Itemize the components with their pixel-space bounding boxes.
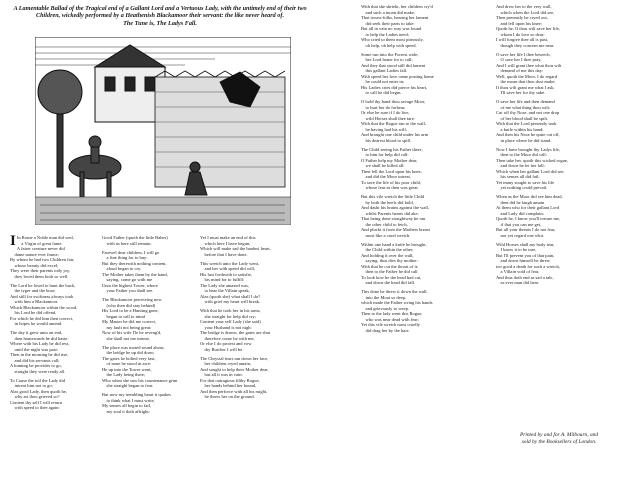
verse-line: I will forgive thee all is past, — [496, 37, 549, 42]
verse-line: and her with speed did will, — [200, 266, 256, 271]
verse-line: nor yet regard one whit. — [496, 232, 545, 238]
verse-line: Content your self Lady (she said) — [200, 319, 261, 324]
verse-line: we shall be killed all: — [361, 163, 405, 168]
verse-line: whose fear as then was great. — [361, 185, 419, 190]
verse-line: Then take her, quoth this wicked rogue, — [496, 157, 569, 163]
verse-line: yet nothing could prevail. — [496, 185, 548, 190]
verse-line: who was near dead with fear; — [361, 316, 419, 322]
verse-line: which here I have begun, — [200, 240, 251, 246]
verse-line: the moan that thou dost make; — [496, 79, 556, 84]
verse-line: thy Butcher I will be. — [200, 346, 244, 352]
verse-line: then to the Moor did call: — [496, 152, 547, 157]
stanza — [361, 194, 434, 238]
stanza — [496, 52, 568, 96]
verse-line: But I'll prevent you of that pain, — [496, 252, 555, 258]
verse-line: And brought one child under his arm — [361, 132, 429, 137]
verse-line: With that the Rogue ran to the wall, — [361, 121, 426, 126]
verse-line: That towns-folks, hearing her lament — [361, 15, 429, 20]
woodcut-illustration — [35, 37, 291, 225]
verse-line: he threw her on the ground. — [200, 394, 255, 399]
verse-line: her Lord home for to call; — [361, 57, 413, 62]
verse-line: with him a Blackamoor. — [10, 299, 59, 304]
verse-line: to hear the Villain speak, — [200, 288, 250, 293]
verse-line: And still for swiftness always took — [10, 293, 74, 299]
verse-line: Then to the lady went this Rogue, — [361, 311, 423, 316]
verse-line: But they therewith nothing content, — [102, 260, 167, 266]
verse-line: To look how he the head had cut, — [361, 274, 422, 280]
stanza — [361, 289, 434, 333]
verse-line: demand of me this day: — [496, 68, 544, 73]
verse-line: And drew her to the very wall, — [496, 4, 552, 9]
verse-line: the Lady being there; — [102, 372, 146, 377]
verse-line: Yet I must make an end of this — [200, 235, 256, 240]
verse-line: to hurt her do forbear, — [361, 104, 406, 110]
verse-line: And sought to help their Mother dear, — [200, 366, 269, 372]
verse-line: With speed her love came posting home — [361, 73, 434, 79]
verse-line: To Cause the toil the Lady did — [10, 377, 65, 383]
verse-line: Or else be sure if I do live, — [361, 110, 410, 115]
verse-line: But this vile wretch the little Child — [361, 194, 425, 199]
verse-line: she straight began to fear. — [102, 383, 154, 388]
stanza — [10, 283, 77, 327]
verse-line: his senses all did fail: — [496, 174, 540, 179]
verse-line: and down he let her fall: — [496, 163, 545, 168]
verse-line: with us here still remain. — [102, 240, 152, 246]
verse-line: whose beauty did excel; — [10, 262, 59, 268]
verse-line: Alas good Lady, then quoth he, — [10, 388, 67, 394]
castle-wall — [155, 71, 285, 187]
verse-line: she straight for help did cry; — [200, 313, 256, 319]
verse-line: he could not enter in; — [361, 79, 405, 84]
verse-line: Within one hand a knife he brought, — [361, 241, 427, 247]
verse-line: With that the Lord presently took — [496, 121, 557, 126]
stanza — [102, 297, 177, 341]
verse-line: And pluckt it from the Mothers breast — [361, 227, 430, 232]
verse-line: For that outragious filthy Rogue, — [200, 377, 260, 383]
verse-line: But now my trembling heart it quakes — [102, 392, 171, 397]
stanza-lines — [10, 235, 74, 279]
verse-line: O save her life I thee beseech, — [496, 51, 551, 57]
verse-line: to think what I must write, — [102, 397, 155, 403]
verse-line: Some run into the Forrest wide, — [361, 51, 419, 57]
column-4 — [361, 4, 434, 337]
stanza — [361, 52, 434, 96]
verse-line: and down himself he threw — [496, 258, 551, 263]
verse-line: The Lord he loved to hunt the buck, — [10, 282, 76, 288]
verse-line: then to the Father he did call — [361, 269, 418, 274]
verse-line: aloud began to cry: — [102, 266, 142, 271]
verse-line: In Rome a Noble man did wed, — [16, 235, 74, 240]
verse-line: though they concern me near. — [496, 42, 555, 48]
verse-line: the Child within the other; — [361, 247, 414, 252]
verse-line: Farewel dear children, I will go — [102, 249, 160, 255]
verse-line: Content thy self I will return — [10, 399, 62, 405]
verse-line: And holding it over the wall, — [361, 252, 414, 258]
verse-line: Good Father (quoth the little Babes) — [102, 235, 168, 240]
verse-line: in place where he did stand. — [496, 137, 552, 143]
verse-line: his Lord he did offend, — [10, 310, 57, 315]
verse-line: and did the Moor intreat, — [361, 174, 411, 179]
verse-line: began to call to mind — [102, 313, 145, 319]
verse-line: and grievously to weep. — [361, 305, 409, 311]
verse-line: then homewards he did haste, — [10, 335, 69, 341]
verse-line: straight they were ready all. — [10, 368, 66, 374]
verse-line: and such a moan did make, — [361, 9, 416, 15]
verse-line: they loved them both so well. — [10, 273, 69, 279]
verse-line: The day it grew unto an end, — [10, 330, 63, 335]
verse-line: if that you can me get, — [496, 221, 542, 227]
column-2 — [102, 235, 177, 418]
verse-line: my soul it doth affright: — [102, 408, 150, 414]
verse-line: And dasht his brains against the wall, — [361, 205, 430, 210]
verse-line: Well, quoth the Moor, I do regard — [496, 73, 558, 79]
verse-line: and fell upon his knee: — [496, 20, 542, 26]
verse-line: Then fell the Lord upon his knee, — [361, 168, 422, 174]
stanza — [496, 194, 568, 238]
stanza — [102, 250, 177, 294]
stanza — [10, 378, 77, 411]
verse-line: Alas (quoth she) what shall I do? — [200, 293, 261, 299]
verse-line: his mind for to fulfill: — [200, 277, 245, 282]
verse-line: by both the heels did hold, — [361, 199, 414, 205]
verse-line: a knife within his hand; — [496, 126, 544, 132]
stanza — [10, 330, 77, 374]
verse-line: her children cryed amain, — [200, 361, 252, 366]
verse-line: a fine thing for to buy: — [102, 255, 148, 260]
verse-line: The Blackamoor perceiving now — [102, 297, 162, 302]
verse-line: then did he laugh amain — [496, 199, 545, 205]
verse-line: And then his Nose he quite cut off, — [496, 132, 560, 137]
verse-line: in hopes he would amend. — [10, 321, 63, 326]
verse-line: with speed to thee again: — [10, 405, 60, 410]
verse-line: dame nature ever frame; — [10, 251, 59, 257]
verse-line: the other child to fetch, — [361, 221, 408, 227]
verse-line: The Chrystal tears ran down her face, — [200, 355, 269, 361]
verse-line: His lust forthwith to satisfie, — [200, 271, 252, 277]
verse-line: The gates he bolted very fast, — [102, 355, 156, 361]
verse-line: most like a cruel wretch. — [361, 232, 411, 238]
verse-line: But all in vain no way was found — [361, 26, 422, 31]
verse-line: A hunting he provides to go, — [10, 363, 62, 368]
verse-line: Yet this vile wretch most cruelly — [361, 322, 421, 327]
verse-line: His Ladies cries did pierce his heart, — [361, 84, 428, 90]
verse-line: and did his servants call; — [10, 357, 60, 363]
verse-line: His Lord to be a Hunting gone, — [102, 308, 159, 313]
verse-line: the tyger and the boar; — [10, 288, 56, 293]
verse-line: oh help, oh help with speed. — [361, 42, 417, 48]
verse-line: With that he cut the throat of it; — [361, 263, 419, 269]
verse-line: whom I do love so dear: — [496, 31, 545, 37]
verse-line: (who then did stay behind) — [102, 302, 156, 308]
verse-line: your Husband is not nigh: — [200, 324, 252, 330]
verse-line: too good a death for such a wretch, — [496, 263, 560, 269]
verse-line: Quoth he, I know you'll torture me, — [496, 216, 561, 221]
verse-line: That being done straightway he ran — [361, 216, 426, 221]
verse-line: of none he stood in awe: — [102, 361, 152, 366]
verse-line: Then in the morning he did rise, — [10, 352, 69, 357]
verse-line: Which when her gallant Lord did see, — [496, 168, 565, 174]
verse-line: therefore come lie with me, — [200, 335, 255, 341]
verse-line: Cut off thy Nose, and not one drop — [496, 110, 560, 115]
verse-line: to help the Ladies need; — [361, 31, 409, 37]
verse-line: your Father you shall see. — [102, 288, 154, 293]
stanza — [102, 235, 177, 246]
verse-line: He up into the Tower went, — [102, 366, 152, 372]
verse-line: but all it was in vain: — [200, 372, 243, 377]
verse-line: he having had his will, — [361, 126, 407, 132]
verse-line: Yet many sought to save his life — [496, 179, 555, 185]
verse-line: With that he took her in his arms, — [200, 308, 261, 313]
verse-line: I'll save her for thy sake. — [496, 90, 546, 95]
verse-line: the bridge he up did draw; — [102, 350, 155, 355]
imprint-line: sold by the Booksellers of London. — [521, 438, 597, 445]
verse-line: A fairer creature never did — [16, 246, 65, 251]
verse-line: This done he threw it down the wall, — [361, 289, 428, 294]
tune-line: The Tune is, The Ladys Fall. — [123, 19, 197, 27]
verse-line: Wild Horses shall my body tear, — [496, 241, 555, 247]
stanza — [200, 356, 271, 400]
verse-line: To save the life of his poor child, — [361, 179, 422, 185]
verse-line: Who when she saw his countenance grim — [102, 377, 178, 383]
verse-line: she shall not me intreat. — [102, 335, 150, 341]
column-3 — [200, 235, 271, 403]
imprint-line: Printed by and for A. Milbourn, and — [519, 432, 599, 438]
verse-line: a Villain void of fear, — [496, 269, 540, 274]
verse-line: And they that stood still did lament — [361, 62, 426, 68]
ballad-title — [10, 5, 310, 27]
verse-line: But all your threats I do not fear, — [496, 227, 556, 232]
stanza — [361, 147, 434, 191]
verse-line: to him for help did call: — [361, 152, 409, 157]
verse-line: At them who for their gallant Lord — [496, 205, 560, 210]
verse-line: This wretch unto the Lady went, — [200, 260, 260, 266]
verse-line: Which Blackamoor within the wood, — [10, 304, 78, 310]
stanza — [496, 242, 568, 286]
verse-line: intreat him not to go; — [10, 383, 53, 388]
verse-line: My senses all begin to fail, — [102, 403, 151, 408]
verse-line: The bridge is drawn, the gates are shut — [200, 330, 271, 335]
verse-line: of me what thing thou wilt: — [496, 104, 551, 110]
verse-line: this gallant Ladies fall. — [361, 68, 408, 73]
verse-line: The Lady she amazed was, — [200, 282, 250, 288]
verse-line: Now I have brought thy Ladys life, — [496, 146, 561, 152]
verse-line: With that she shriekt, her children cry'd — [361, 4, 433, 9]
verse-line: of her blood shall be spilt. — [496, 115, 549, 121]
verse-line: The place was moted round about, — [102, 344, 165, 350]
verse-line: saying, come go with me — [102, 277, 153, 282]
verse-line: Quoth he, If thou wilt save her life, — [496, 26, 561, 31]
verse-line: If thou wilt grant me what I ask, — [496, 84, 555, 90]
verse-line: My Master he did me correct, — [102, 319, 157, 324]
verse-line: Then presently he cryed out, — [496, 15, 548, 20]
verse-line: as ever man did hear. — [496, 280, 540, 285]
verse-line: Unto the highest Tower, where — [102, 282, 158, 288]
verse-line: When as the Moor did see him dead, — [496, 194, 563, 199]
verse-line: saying, thus dies thy mother: — [361, 258, 418, 263]
verse-line: why art thou grieved so? — [10, 394, 60, 399]
verse-line: his dearest blood to spill. — [361, 137, 412, 143]
verse-line: did drag her by the hair: — [361, 327, 410, 333]
verse-line: with grief my heart will break. — [200, 299, 261, 304]
verse-line: And then perforce with all his might, — [200, 388, 268, 394]
verse-line: whilst Parents hearts did ake: — [361, 210, 419, 216]
stanza — [102, 345, 177, 389]
verse-line: to call he did begin. — [361, 90, 402, 95]
verse-line: And thus doth end as sad a tale, — [496, 274, 554, 280]
drop-cap: I — [10, 233, 16, 249]
verse-line: Which will make sad the hardest heart, — [200, 246, 271, 251]
verse-line: my fault not being great: — [102, 324, 152, 330]
verse-line: before that I have done. — [200, 251, 248, 257]
verse-line: which when the Lord did see, — [496, 9, 555, 15]
stanza — [496, 4, 568, 48]
verse-line: and down the head did fall. — [361, 280, 416, 285]
verse-line: which made the Father wring his hands — [361, 300, 433, 305]
verse-line: And I will grant thee what thou wilt — [496, 62, 562, 68]
verse-line: O hold thy hand thou savage Moor, — [361, 99, 426, 104]
verse-line: They were their parents only joy, — [10, 268, 71, 273]
stanza — [102, 392, 177, 414]
verse-line: her hands behind her bound, — [200, 383, 257, 388]
verse-line: and Lady did complain: — [496, 210, 544, 216]
stanza — [496, 99, 568, 143]
verse-line: a Virgin of great fame. — [16, 240, 63, 246]
verse-line: into the Moat so deep, — [361, 294, 407, 300]
stanza — [361, 4, 434, 48]
title-text: A Lamentable Ballad of the Tragical end of a Gallant Lord and a Vertuous Lady, with the untimely end of their two Children, wickedly performed by a Heathenish Blackamoor their servant: the like never heard of. — [13, 5, 307, 20]
verse-line: Where with his Lady he did rest, — [10, 341, 70, 346]
stanza — [496, 147, 568, 191]
verse-line: wild Horses shall thee tare: — [361, 115, 416, 121]
verse-line: The Mother takes them by the hand, — [102, 271, 168, 277]
stanza — [361, 242, 434, 286]
verse-line: O save her I thee pray, — [496, 57, 542, 62]
column-5 — [496, 4, 568, 289]
verse-line: O Father help my Mother dear, — [361, 157, 418, 163]
verse-line: Or else I do protest and vow — [200, 341, 252, 346]
stanza — [361, 99, 434, 143]
stanza — [10, 235, 77, 279]
verse-line: The Child seeing his Father there, — [361, 146, 423, 152]
verse-line: Who cried to them most piteously, — [361, 37, 424, 42]
verse-line: until the night was past: — [10, 346, 58, 352]
column-1 — [10, 235, 77, 414]
stanza — [200, 261, 271, 305]
stanza — [200, 308, 271, 352]
verse-line: For which he did him then correct, — [10, 315, 74, 321]
stanza — [200, 235, 271, 257]
verse-line: O save her life and then demand — [496, 99, 555, 104]
imprint — [497, 432, 621, 445]
verse-line: By whom he had two Children fair, — [10, 257, 75, 262]
verse-line: I know it to be true, — [496, 247, 537, 252]
verse-line: did seek their parts to take: — [361, 20, 415, 26]
verse-line: Now of his wife I'le be reveng'd, — [102, 330, 162, 335]
